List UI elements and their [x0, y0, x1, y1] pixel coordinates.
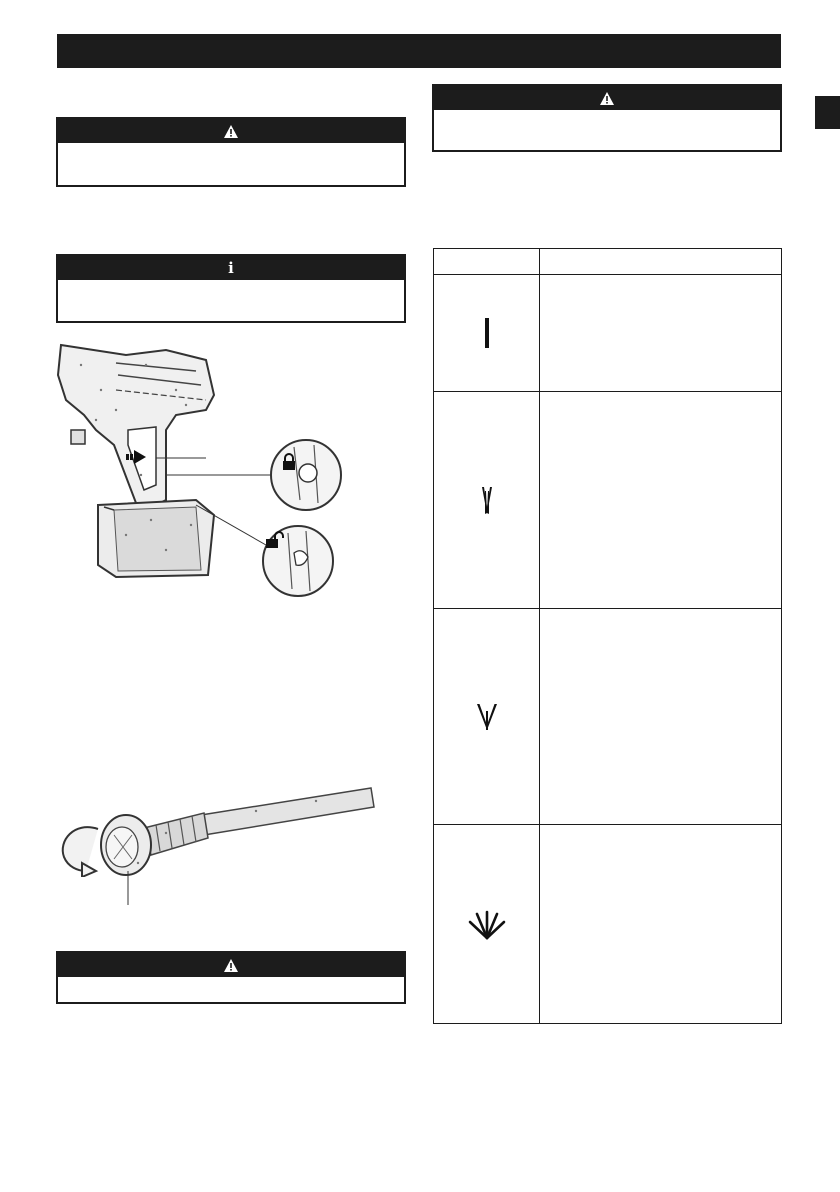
info-icon: i: [228, 259, 234, 277]
warning-triangle-icon: [599, 90, 615, 106]
language-tab: [815, 96, 840, 129]
table-row: [434, 825, 539, 1024]
spray-pattern-table: [433, 248, 782, 1024]
warning-box-2: [432, 84, 782, 152]
rotate-arrow-icon: [56, 821, 101, 877]
note-box: [56, 254, 406, 323]
page-header-bar: [57, 34, 781, 68]
warning-triangle-icon: [223, 957, 239, 973]
table-row: [434, 609, 539, 824]
shower-spray-icon: [468, 910, 506, 940]
warning-box-1: [56, 117, 406, 187]
warning-box-header: [58, 119, 404, 143]
table-row: [434, 392, 539, 608]
nozzle-figure: [56, 783, 376, 908]
warning-box-header: [434, 86, 780, 110]
warning-box-header: [58, 953, 404, 977]
padlock-unlocked-icon: [266, 531, 284, 548]
table-column-divider: [539, 249, 540, 1023]
zero-degree-jet-icon: [484, 318, 490, 348]
wide-fan-spray-icon: [476, 703, 498, 731]
narrow-fan-spray-icon: [479, 485, 495, 515]
note-box-header: [58, 256, 404, 280]
warning-box-3: [56, 951, 406, 1004]
table-row: [434, 275, 539, 391]
padlock-locked-icon: [282, 453, 296, 470]
direction-arrow-icon: [126, 450, 146, 464]
trigger-lock-figure: [56, 335, 346, 605]
warning-triangle-icon: [223, 123, 239, 139]
